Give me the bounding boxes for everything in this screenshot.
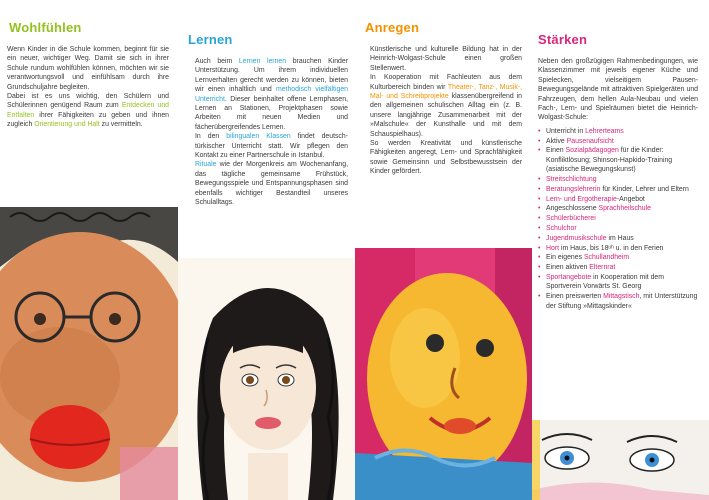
section-anregen (355, 0, 532, 500)
text-wohlfuehlen (7, 45, 169, 130)
highlight-projekte: Theater-, Tanz-, Musik-, Mal- und Schreibprojekte (370, 83, 522, 101)
offer-list-item: • Einen preiswerten Mittagstisch, mit Unterstützung der Stiftung »Mittagskinder« (538, 292, 698, 311)
section-wohlfuehlen (0, 0, 178, 500)
offer-list-item: • Aktive Pausenaufsicht (538, 137, 698, 146)
offer-highlight: Jugendmusikschule (546, 234, 607, 242)
heading-wohlfuehlen: Wohlfühlen (9, 20, 82, 35)
offer-list-item (538, 224, 698, 233)
offer-list-item: • Sportangebote in Kooperation mit dem Sportverein Vorwärts St. Georg (538, 273, 698, 292)
highlight-rituale: Rituale (195, 161, 217, 169)
offer-highlight: Mittagstisch (603, 293, 640, 301)
offer-highlight: Lern- und Ergotherapie (546, 195, 617, 203)
highlight-entdecken: Entdecken und Entfalten (7, 102, 170, 119)
text-anregen (370, 45, 522, 177)
child-drawing-dark-hair-girl (178, 258, 355, 500)
child-drawing-orange-face (0, 207, 178, 500)
offer-highlight: Elternrat (589, 264, 616, 272)
heading-staerken: Stärken (538, 32, 588, 47)
offer-highlight: Pausenaufsicht (566, 137, 614, 145)
offer-list-item: • Jugendmusikschule im Haus (538, 234, 698, 243)
paragraph: Künstlerische und kulturelle Bildung hat in der Heinrich-Wolgast-Schule einen großen Stellenwert. (370, 46, 522, 72)
section-lernen (178, 0, 355, 500)
offer-list-item: • Lern- und Ergotherapie-Angebot (538, 195, 698, 204)
offer-highlight: Streitschlichtung (546, 176, 597, 184)
section-staerken (532, 0, 709, 500)
text-lernen (195, 57, 348, 208)
offer-highlight: Sprachheilschule (598, 205, 651, 213)
offer-list-item: • Beratungslehrerin für Kinder, Lehrer und Eltern (538, 185, 698, 194)
heading-anregen: Anregen (365, 20, 420, 35)
offer-list-item: • Einen aktiven Elternrat (538, 263, 698, 272)
offer-highlight: Schullandheim (583, 254, 630, 262)
offer-list-item (538, 214, 698, 223)
paragraph: In den bilingualen Klassen findet deutsch-türkischer Unterricht statt. Wir pflegen den Kontakt zu einer Partnerschule in Istanbul. (195, 133, 348, 160)
offer-list-item: • Hort im Haus, bis 18ᵘʰ u. in den Ferien (538, 244, 698, 253)
paragraph: Wenn Kinder in die Schule kommen, beginnt für sie ein neuer, wichtiger Weg. Damit sie sich in ihrer Schule rundum wohlfühlen können, möchten wir sie verantwortungsvoll und einfühlsam durch ihre Grundschuljahre begleiten. (7, 46, 169, 91)
offer-highlight: Schulchor (546, 225, 577, 233)
offer-highlight: Lehrerteams (585, 127, 624, 135)
offer-list-item: • Einen Sozialpädagogen für die Kinder: Konfliktlösung; Shinson-Hapkido-Training (asiatische Bewegungskunst) (538, 146, 698, 174)
child-drawing-yellow-face (355, 248, 532, 500)
offer-highlight: Beratungslehrerin (546, 185, 601, 193)
paragraph: Neben den großzügigen Rahmenbedingungen, wie Klassenzimmer mit jeweils eigener Küche und Spielecken, vielseitigem Pausen-Bewegungsgelände mit attraktiven Spielgeräten und Fahrzeugen, dem hellen Aula-Neubau und vielen Fach-, Lern- und Spielräumen bietet die Heinrich-Wolgast-Schule: (538, 58, 698, 122)
offer-list-item: • Unterricht in Lehrerteams (538, 127, 698, 136)
offer-highlight: Hort (546, 244, 560, 252)
paragraph: Dabei ist es uns wichtig, den Schülern und Schülerinnen genügend Raum zum Entdecken und Entfalten ihrer Fähigkeiten zu geben und ihnen zugleich Orientierung und Halt zu vermitteln. (7, 93, 170, 129)
highlight-methodisch: methodisch vielfältigen Unterricht. (195, 86, 348, 103)
offer-highlight: Schülerbücherei (546, 215, 596, 223)
offer-list-item (538, 175, 698, 184)
highlight-lernen-lernen: Lernen lernen (238, 58, 287, 65)
offer-list (538, 127, 698, 311)
paragraph: So werden Kreativität und künstlerische Fähigkeiten angeregt, Lern- und Sprachfähigkeit sowie Gemeinsinn und Selbstbewusstsein der Kinder gefördert. (370, 140, 522, 176)
paragraph: Rituale wie der Morgenkreis am Wochenanfang, das tägliche gemeinsame Frühstück, Bewegungsspiele und Entspannungsphasen sind ebenfalls wichtiger Bestandteil unseres Schulalltags. (195, 161, 348, 207)
heading-lernen: Lernen (188, 32, 233, 47)
offer-highlight: Sozialpädagogen (565, 147, 619, 155)
text-staerken (538, 57, 698, 311)
paragraph: In Kooperation mit Fachleuten aus dem Kulturbereich binden wir Theater-, Tanz-, Musik-, Mal- und Schreibprojekte klassenübergreifend in den allgemeinen schulischen Alltag ein (z. B. unsere langjährige Zusammenarbeit mit der »Malschule« der Kunsthalle und mit dem Schauspielhaus). (370, 74, 522, 138)
child-drawing-blue-eyes (532, 420, 709, 500)
highlight-bilingual: bilingualen Klassen (226, 133, 291, 141)
offer-highlight: Sportangebote (546, 274, 592, 282)
paragraph: Auch beim Lernen lernen brauchen Kinder Unterstützung. Um ihrem individuellen Lernverhalten gerecht werden zu können, bieten wir einen inhaltlich und methodisch vielfältigen Unterricht. Dieser beinhaltet offene Lernphasen, Lernen an Stationen, Projektphasen sowie Arbeiten mit neuen Medien und fächerübergreifendes Lernen. (195, 58, 348, 131)
offer-list-item: • Ein eigenes Schullandheim (538, 253, 698, 262)
offer-list-item: • Angeschlossene Sprachheilschule (538, 204, 698, 213)
highlight-orientierung: Orientierung und Halt (34, 121, 100, 129)
